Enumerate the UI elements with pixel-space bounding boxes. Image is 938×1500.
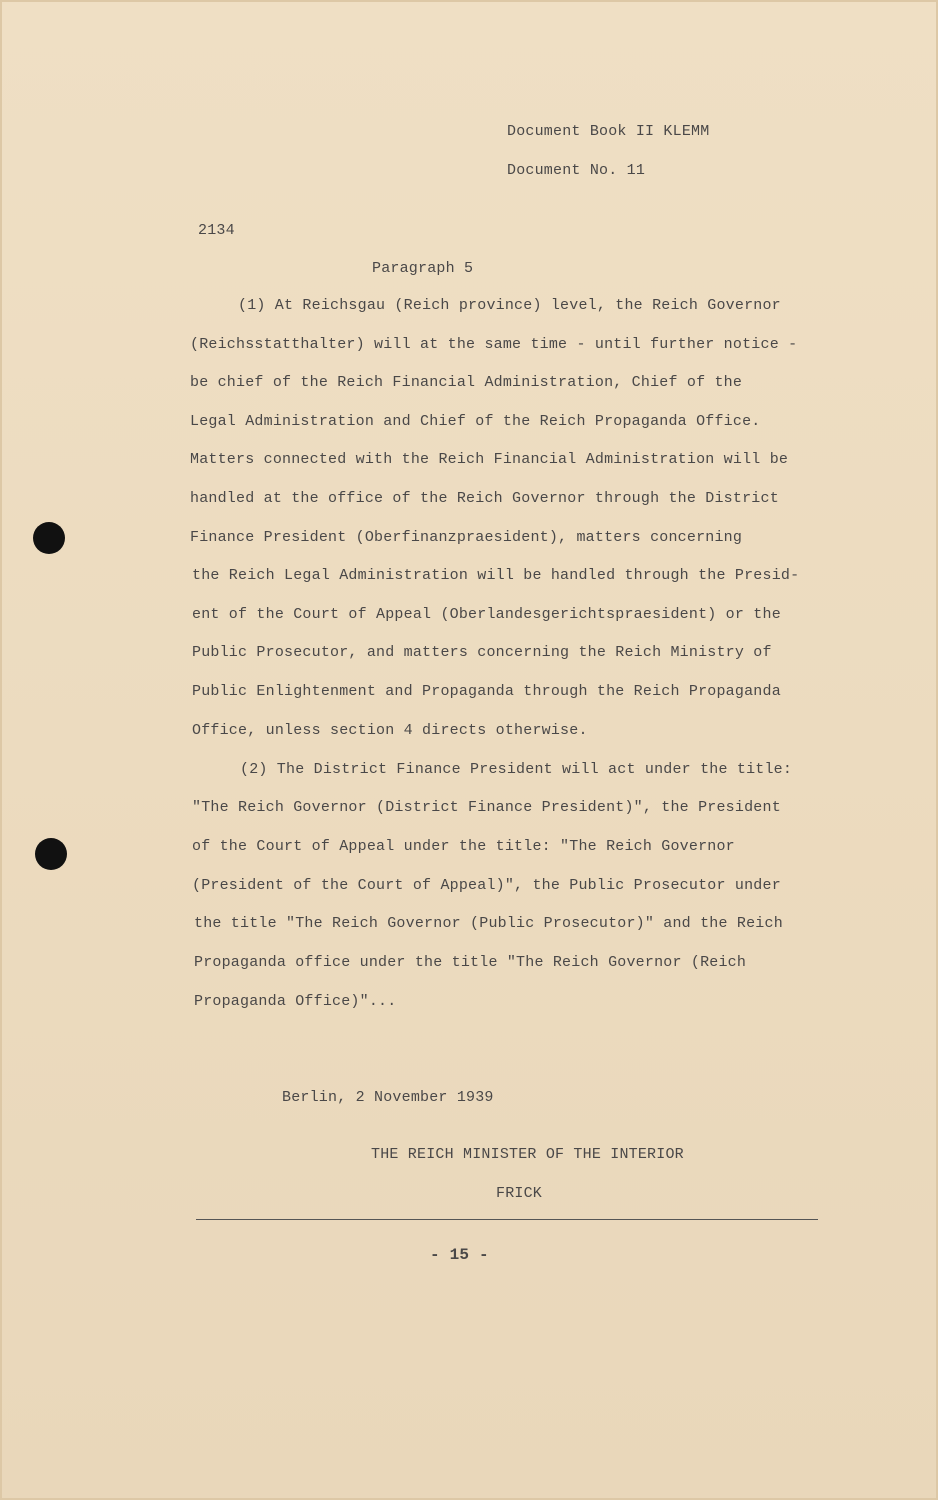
page-number: - 15 - [430,1246,489,1264]
document-book-label: Document Book II KLEMM [507,123,710,140]
body-line: Propaganda office under the title "The Reich Governor (Reich [194,954,747,971]
body-line: Public Prosecutor, and matters concerning the Reich Ministry of [192,644,772,661]
body-line: Legal Administration and Chief of the Reich Propaganda Office. [190,413,761,430]
body-line: "The Reich Governor (District Finance President)", the President [192,799,781,816]
body-line: ent of the Court of Appeal (Oberlandesgerichtspraesident) or the [192,606,781,623]
document-number-label: Document No. 11 [507,162,646,179]
document-code: 2134 [198,222,235,239]
body-line: be chief of the Reich Financial Administration, Chief of the [190,374,743,391]
punch-hole-top [33,522,65,554]
body-line: Propaganda Office)"... [194,993,397,1010]
body-line: (2) The District Finance President will act under the title: [240,761,793,778]
body-line: of the Court of Appeal under the title: "The Reich Governor [192,838,735,855]
body-line: (1) At Reichsgau (Reich province) level, the Reich Governor [238,297,781,314]
punch-hole-bottom [35,838,67,870]
footer-rule [196,1219,818,1220]
body-line: (President of the Court of Appeal)", the Public Prosecutor under [192,877,781,894]
body-line: Public Enlightenment and Propaganda through the Reich Propaganda [192,683,781,700]
signatory-title: THE REICH MINISTER OF THE INTERIOR [371,1146,684,1163]
body-line: Office, unless section 4 directs otherwise. [192,722,588,739]
body-line: (Reichsstatthalter) will at the same time - until further notice - [190,336,798,353]
body-line: the title "The Reich Governor (Public Prosecutor)" and the Reich [194,915,783,932]
body-line: handled at the office of the Reich Governor through the District [190,490,779,507]
signature: FRICK [496,1185,543,1202]
body-line: Finance President (Oberfinanzpraesident), matters concerning [190,529,743,546]
body-line: Matters connected with the Reich Financial Administration will be [190,451,789,468]
place-date: Berlin, 2 November 1939 [282,1089,494,1106]
body-line: the Reich Legal Administration will be handled through the Presid- [192,567,800,584]
section-title: Paragraph 5 [372,260,474,277]
